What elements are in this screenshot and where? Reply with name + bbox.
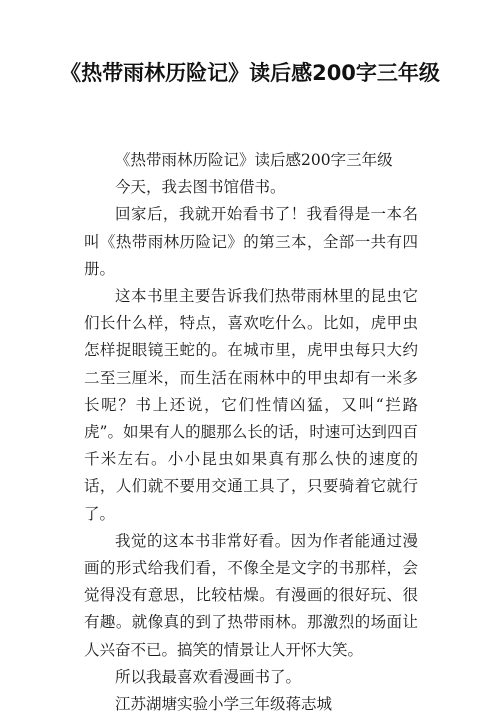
paragraph: 今天，我去图书馆借书。 [115, 178, 286, 197]
document-body [84, 147, 418, 718]
paragraph-subtitle: 《热带雨林历险记》读后感200字三年级 [115, 151, 393, 169]
paragraph: 回家后，我就开始看书了！我看得是一本名叫《热带雨林历险记》的第三本，全部一共有四册。 [84, 205, 418, 278]
document-title: 《热带雨林历险记》读后感200字三年级 [60, 61, 440, 85]
author-line: 江苏湖塘实验小学三年级蒋志城 [115, 695, 333, 714]
paragraph: 我觉的这本书非常好看。因为作者能通过漫画的形式给我们看，不像全是文字的书那样，会觉得没有意思，比较枯燥。有漫画的很好玩、很有趣。就像真的到了热带雨林。那激烈的场面让人兴奋不已。搞笑的情景让人开怀大笑。 [84, 531, 418, 659]
paragraph: 所以我最喜欢看漫画书了。 [115, 667, 302, 686]
paragraph: 这本书里主要告诉我们热带雨林里的昆虫它们长什么样，特点，喜欢吃什么。比如，虎甲虫怎样捉眼镜王蛇的。在城市里，虎甲虫每只大约二至三厘米，而生活在雨林中的甲虫却有一米多长呢？书上还说，它们性情凶猛，又叫“拦路虎”。如果有人的腿那么长的话，时速可达到四百千米左右。小小昆虫如果真有那么快的速度的话，人们就不要用交通工具了，只要骑着它就行了。 [84, 287, 418, 523]
